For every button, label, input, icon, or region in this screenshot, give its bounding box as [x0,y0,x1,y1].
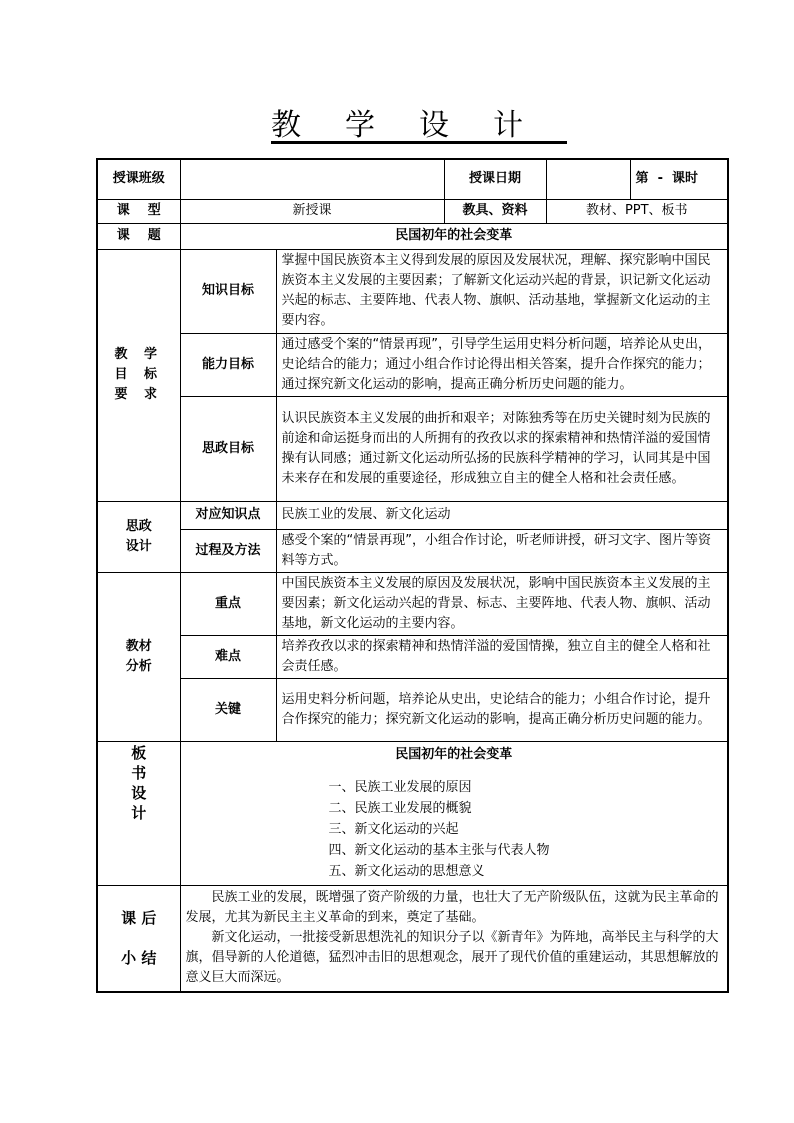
lesson-cell [630,159,728,199]
header-row [97,159,728,199]
board-line: 四、新文化运动的基本主张与代表人物 [328,842,550,858]
topic-value: 民国初年的社会变革 [180,223,728,249]
ideology-row-method [97,529,728,572]
type-row [97,199,728,223]
ideology-item-name: 对应知识点 [180,501,276,529]
analysis-item-text: 运用史料分析问题，培养论从史出，史论结合的能力；小组合作讨论，提升合作探究的能力；探究新文化运动的影响，提高正确分析历史问题的能力。 [276,678,728,741]
analysis-row-difficulty [97,635,728,678]
board-line: 五、新文化运动的思想意义 [328,863,485,879]
board-title: 民国初年的社会变革 [395,746,513,762]
board-line: 三、新文化运动的兴起 [328,821,459,837]
board-label: 板 书 设 计 [97,741,180,885]
goal-text: 通过感受个案的“情景再现”，引导学生运用史料分析问题，培养论从史出，史论结合的能力；通过小组合作讨论得出相关答案，提升合作探究的能力；通过探究新文化运动的影响，提高正确分析历史问题的能力。 [276,333,728,396]
analysis-item-text: 培养孜孜以求的探索精神和热情洋溢的爱国情操，独立自主的健全人格和社会责任感。 [276,635,728,678]
ideology-row-points [97,501,728,529]
summary-row [97,885,728,992]
analysis-row-key [97,572,728,635]
goal-text: 认识民族资本主义发展的曲折和艰辛；对陈独秀等在历史关键时刻为民族的前途和命运挺身而出的人所拥有的孜孜以求的探索精神和热情洋溢的爱国情操有认同感；通过新文化运动所弘扬的民族科学精神的学习，认同其是中国未来存在和发展的重要途径，形成独立自主的健全人格和社会责任感。 [276,396,728,501]
analysis-item-text: 中国民族资本主义发展的原因及发展状况，影响中国民族资本主义发展的主要因素；新文化运动兴起的背景、标志、主要阵地、代表人物、旗帜、活动基地，新文化运动的主要内容。 [276,572,728,635]
goal-name: 思政目标 [180,396,276,501]
topic-row [97,223,728,249]
title-text: 教学设计 [271,108,567,143]
board-row [97,741,728,885]
board-line: 一、民族工业发展的原因 [328,779,472,795]
type-value: 新授课 [180,199,444,223]
lesson-prefix: 第 [635,171,649,187]
ideology-item-name: 过程及方法 [180,529,276,572]
board-content [180,741,728,885]
date-label: 授课日期 [444,159,546,199]
summary-paragraph: 新文化运动，一批接受新思想洗礼的知识分子以《新青年》为阵地，高举民主与科学的大旗，倡导新的人伦道德，猛烈冲击旧的思想观念，展开了现代价值的重建运动，其思想解放的意义巨大而深远。 [185,930,719,986]
goals-label: 教 学 目 标 要 求 [97,249,180,501]
tools-value: 教材、PPT、板书 [546,199,728,223]
goal-name: 知识目标 [180,249,276,333]
tools-label: 教具、资料 [444,199,546,223]
topic-label: 课 题 [97,223,180,249]
ideology-label: 思政 设计 [97,501,180,572]
document-title [0,100,794,144]
goal-row-ideology [97,396,728,501]
analysis-row-focus [97,678,728,741]
summary-label: 课 后 小 结 [97,885,180,992]
lesson-suffix: 课时 [672,171,699,187]
summary-paragraph: 民族工业的发展，既增强了资产阶级的力量，也壮大了无产阶级队伍，这就为民主革命的发展，尤其为新民主主义革命的到来，奠定了基础。 [185,890,719,926]
analysis-item-name: 难点 [180,635,276,678]
goal-row-knowledge [97,249,728,333]
goal-row-ability [97,333,728,396]
type-label: 课 型 [97,199,180,223]
analysis-label: 教材 分析 [97,572,180,741]
date-value[interactable] [546,159,630,199]
summary-content [180,885,728,992]
ideology-item-text: 民族工业的发展、新文化运动 [276,501,728,529]
goal-name: 能力目标 [180,333,276,396]
lesson-plan-table [96,158,729,993]
analysis-item-name: 重点 [180,572,276,635]
board-line: 二、民族工业发展的概貌 [328,800,472,816]
ideology-item-text: 感受个案的“情景再现”，小组合作讨论，听老师讲授，研习文字、图片等资料等方式。 [276,529,728,572]
analysis-item-name: 关键 [180,678,276,741]
class-label: 授课班级 [97,159,180,199]
board-outline [329,777,723,882]
lesson-number: - [657,171,663,187]
class-value[interactable] [180,159,444,199]
goal-text: 掌握中国民族资本主义得到发展的原因及发展状况，理解、探究影响中国民族资本主义发展的主要因素；了解新文化运动兴起的背景，识记新文化运动兴起的标志、主要阵地、代表人物、旗帜、活动基地，掌握新文化运动的主要内容。 [276,249,728,333]
